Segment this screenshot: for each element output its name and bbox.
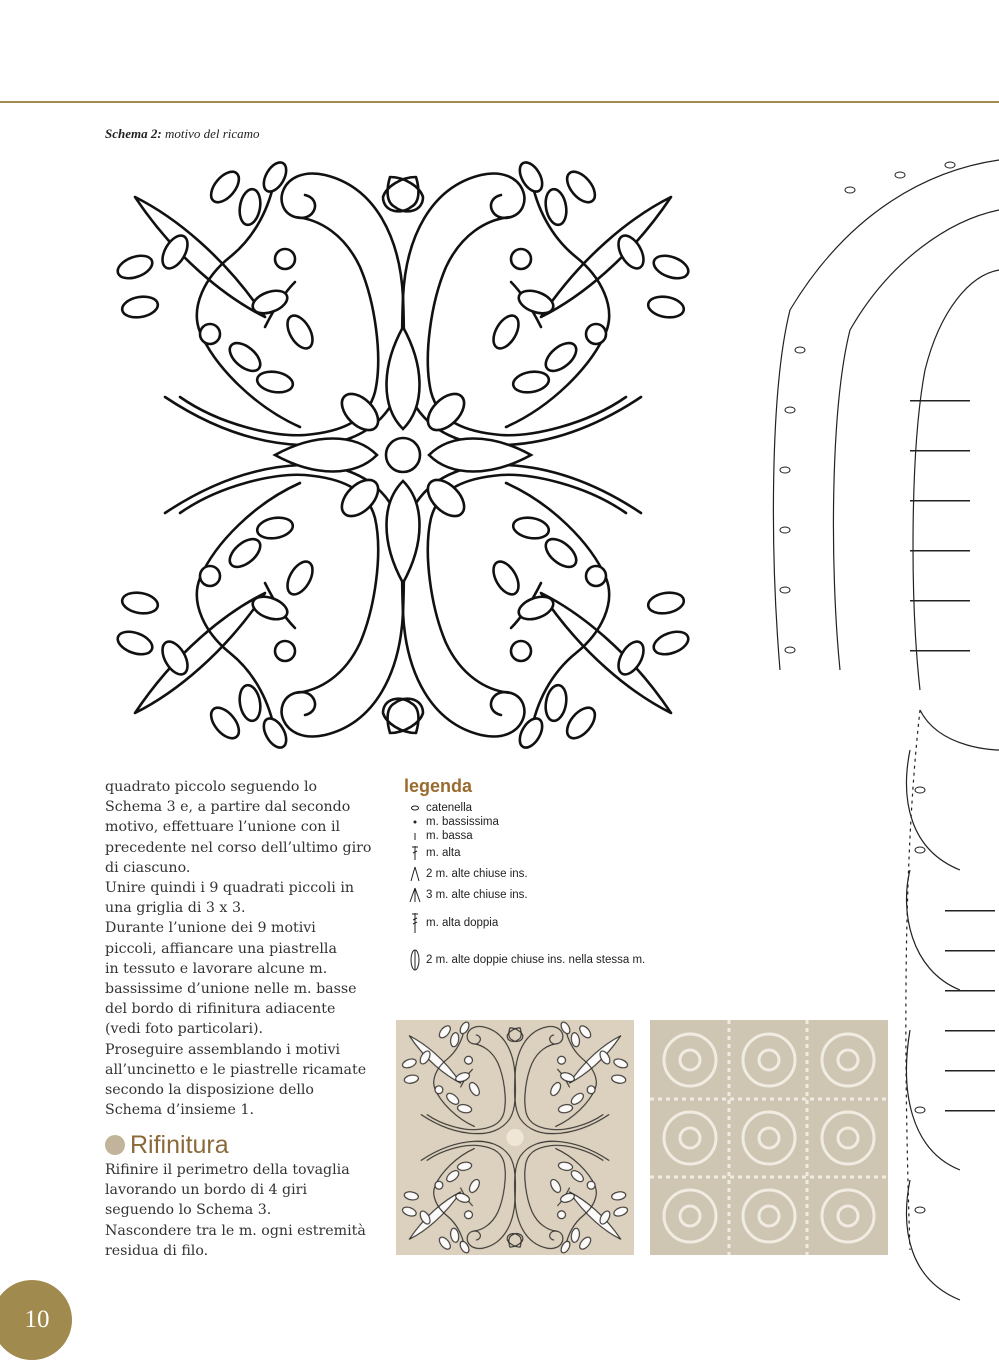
single-crochet-symbol-icon	[404, 831, 426, 841]
legend-label: 2 m. alte doppie chiuse ins. nella stessa m.	[426, 954, 646, 966]
legend-label: m. bassissima	[426, 816, 499, 828]
section-heading	[105, 1128, 229, 1162]
embroidery-photo-image	[396, 1020, 634, 1255]
legend-item	[404, 912, 498, 934]
embroidered-tile-photo	[396, 1020, 634, 1255]
finishing-line: lavorando un bordo di 4 giri	[105, 1182, 307, 1199]
tr2-cluster-symbol-icon	[404, 948, 426, 972]
caption-label: Schema 2:	[105, 126, 162, 141]
center-flower	[275, 327, 531, 583]
legend-label: 3 m. alte chiuse ins.	[426, 889, 528, 901]
legend-item	[404, 887, 528, 903]
caption-text: motivo del ricamo	[164, 126, 260, 141]
body-line: Durante l’unione dei 9 motivi	[105, 920, 316, 937]
body-line: all’uncinetto e le piastrelle ricamate	[105, 1061, 367, 1078]
legend-label: catenella	[426, 802, 473, 814]
body-line: Schema 3 e, a partire dal secondo	[105, 799, 351, 816]
body-line: del bordo di rifinitura adiacente	[105, 1001, 336, 1018]
body-line: di ciascuno.	[105, 859, 191, 876]
body-line: quadrato piccolo seguendo lo	[105, 779, 318, 795]
legend-label: 2 m. alte chiuse ins.	[426, 868, 528, 880]
legend-item	[404, 866, 528, 882]
body-line: una griglia di 3 x 3.	[105, 900, 246, 917]
crochet-detail-photo	[650, 1020, 888, 1255]
figure-caption	[105, 126, 260, 142]
page-number: 10	[0, 1280, 72, 1360]
motif-quadrant-br	[383, 465, 691, 752]
body-line: piccoli, affiancare una piastrella	[105, 940, 337, 957]
dc3tog-symbol-icon	[404, 887, 426, 903]
embroidery-motif-diagram	[105, 157, 701, 753]
legend-item	[404, 802, 472, 814]
finishing-line: residua di filo.	[105, 1242, 209, 1259]
body-line: motivo, effettuare l’unione con il	[105, 819, 341, 836]
body-line: bassissime d’unione nelle m. basse	[105, 981, 357, 998]
finishing-line: seguendo lo Schema 3.	[105, 1202, 272, 1219]
section-title: Rifinitura	[130, 1130, 229, 1159]
crochet-photo-image	[650, 1020, 888, 1255]
legend-item	[404, 830, 473, 842]
header-rule	[0, 101, 999, 103]
section-bullet-icon	[105, 1135, 125, 1155]
legend-item	[404, 845, 461, 861]
legend	[404, 776, 724, 966]
legend-label: m. alta	[426, 847, 461, 859]
legend-item	[404, 948, 645, 972]
body-line: (vedi foto particolari).	[105, 1021, 264, 1038]
body-line: Proseguire assemblando i motivi	[105, 1041, 341, 1058]
finishing-line: Rifinire il perimetro della tovaglia	[105, 1162, 350, 1178]
body-line: in tessuto e lavorare alcune m.	[105, 960, 328, 977]
slip-stitch-symbol-icon	[404, 818, 426, 826]
legend-item	[404, 816, 499, 828]
double-crochet-symbol-icon	[404, 845, 426, 861]
legend-label: m. alta doppia	[426, 917, 499, 929]
body-line: Schema d’insieme 1.	[105, 1102, 254, 1119]
body-line: secondo la disposizione dello	[105, 1082, 314, 1099]
instructions-text	[105, 777, 385, 1120]
body-line: precedente nel corso dell’ultimo giro	[105, 839, 372, 856]
motif-quadrant-tl	[115, 159, 423, 446]
finishing-line: Nascondere tra le m. ogni estremità	[105, 1222, 366, 1239]
treble-symbol-icon	[404, 912, 426, 934]
body-line: Unire quindi i 9 quadrati piccoli in	[105, 880, 354, 897]
legend-title: legenda	[404, 776, 473, 796]
legend-label: m. bassa	[426, 830, 473, 842]
finishing-text	[105, 1160, 385, 1261]
motif-quadrant-tr	[383, 159, 691, 446]
dc2tog-symbol-icon	[404, 866, 426, 882]
chain-symbol-icon	[404, 804, 426, 812]
motif-quadrant-bl	[115, 465, 423, 752]
